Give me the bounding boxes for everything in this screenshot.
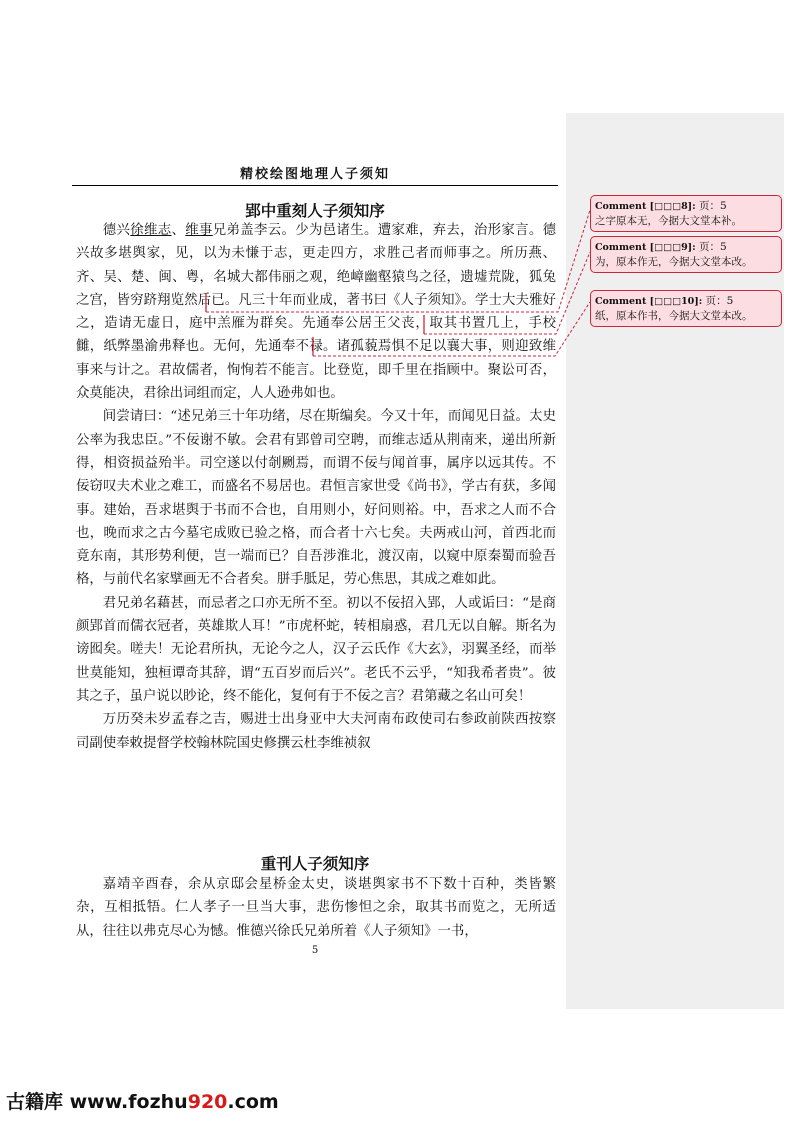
text-run: 德兴 — [102, 223, 131, 238]
text-run: 弊墨渝弗释也。无何，先通奉不禄。诸孤藐焉惧不足以襄大事，则迎致维事来与计之。君故儒者，恂恂若不能言。比登览，即千里在指顾中。聚讼可否，众莫能决，君徐出词组而定，人人逊弗如也。 — [76, 339, 556, 402]
comment-label: Comment [□□□9]: — [595, 242, 696, 253]
watermark-prefix: 古籍库 www.fozhu — [6, 1091, 188, 1113]
underlined-name: 徐维志 — [130, 223, 172, 238]
paragraph: 间尝请曰：“述兄弟三十年功绪，尽在斯编矣。今又十年，而闻见日益。太史公率为我忠臣。”不佞谢不敏。会君有郢曾司空聘，而维志适从荆南来，递出所新得，相资损益殆半。司空遂以付剞劂焉，而谓不佞与闻首事，属序以远其传。不佞窃叹夫术业之难工，而盛名不易居也。君恒言家世受《尚书》，学古有获，多闻事。建始，吾求堪舆于书而不合也，自用则小，好问则裕。中，吾求之人而不合也，晚而求之古今墓宅成败已验之格，而合者十六七矣。夫两戒山河，首西北而竟东南，其形势利便，岂一端而已？自吾涉淮北，渡汉南，以窥中原秦蜀而验吾格，与前代名家擘画无不合者矣。胼手胝足，劳心焦思，其成之难如此。 — [76, 409, 556, 588]
paragraph: 嘉靖辛酉春，余从京邸会星桥金太史，谈堪舆家书不下数十百种，类皆繁杂，互相抵牾。仁人孝子一旦当大事，悲伤惨怛之余，取其书而览之，无所适从，往往以弗克尽心为憾。惟德兴徐氏兄弟所着《人子须知》一书， — [76, 877, 556, 939]
comment-balloon[interactable] — [590, 195, 782, 232]
comment-label: Comment [□□□10]: — [595, 296, 703, 307]
watermark-suffix: .com — [227, 1091, 279, 1113]
section-title-2: 重刊人子须知序 — [260, 855, 370, 873]
paragraph: 君兄弟名藉甚，而忌者之口亦无所不至。初以不佞招入郢，人或诟曰：“是商颜郢首而儒衣冠者，英雄欺人耳！”市虎杯蛇，转相扇惑，君几无以自解。斯名为谤囮矣。嗟夫！无论君所执，无论今之人，汉子云氏作《大玄》，羽翼圣经，而举世莫能知，独桓谭奇其辞，谓“五百岁而后兴”。老氏不云乎，“知我希者贵”。彼其之子，虽户说以眇论，终不能化，复何有于不佞之言？君第藏之名山可矣！ — [76, 595, 556, 704]
section-title-1: 郢中重刻人子须知序 — [245, 202, 385, 220]
section-body-1 — [76, 219, 556, 755]
site-watermark — [6, 1087, 279, 1114]
watermark-number: 920 — [187, 1091, 228, 1113]
paragraph: 万历癸未岁孟春之吉，赐进士出身亚中大夫河南布政使司右参政前陕西按察司副使奉敕提督学校翰林院国史修撰云杜李维祯叙 — [76, 712, 556, 751]
comment-text: 为，原本作无，今据大文堂本改。 — [595, 256, 753, 268]
header-rule — [72, 185, 558, 186]
comment-text: 之字原本无，今据大文堂本补。 — [595, 215, 742, 227]
comment-balloon[interactable] — [590, 290, 782, 327]
comment-page: 页：5 — [695, 241, 727, 253]
text-run: 兄弟盖李云。少为邑诸生。遭家难，弃去，治形家言。德兴故多堪舆家，见，以为未慊于志，更走四方，求胜己者而师事之。所历燕、齐、吴、楚、闽、粤，名城大都伟丽之观，绝嶂幽壑猿鸟之径，遗墟荒陇，狐兔之 — [76, 223, 557, 308]
comment-text: 纸，原本作书，今据大文堂本改。 — [595, 310, 753, 322]
running-head: 精校绘图地理人子须知 — [239, 167, 390, 182]
paragraph — [76, 219, 556, 405]
comment-page: 页：5 — [702, 295, 734, 307]
comment-page: 页：5 — [695, 200, 727, 212]
comment-balloon[interactable] — [590, 236, 782, 273]
section-body-2 — [76, 873, 556, 943]
text-run: 、 — [171, 223, 186, 238]
comment-label: Comment [□□□8]: — [595, 201, 696, 212]
page-number: 5 — [311, 945, 319, 956]
underlined-name: 维事 — [185, 223, 213, 238]
text-run: 宫，皆穷跻翔览然后已。凡三十年而业成，著书曰《人子须知》。学士大夫雅好之，造请无虚日，庭中羔雁为群矣。先通奉公居王父丧，取其书置几上，手校雠，纸 — [76, 292, 556, 355]
